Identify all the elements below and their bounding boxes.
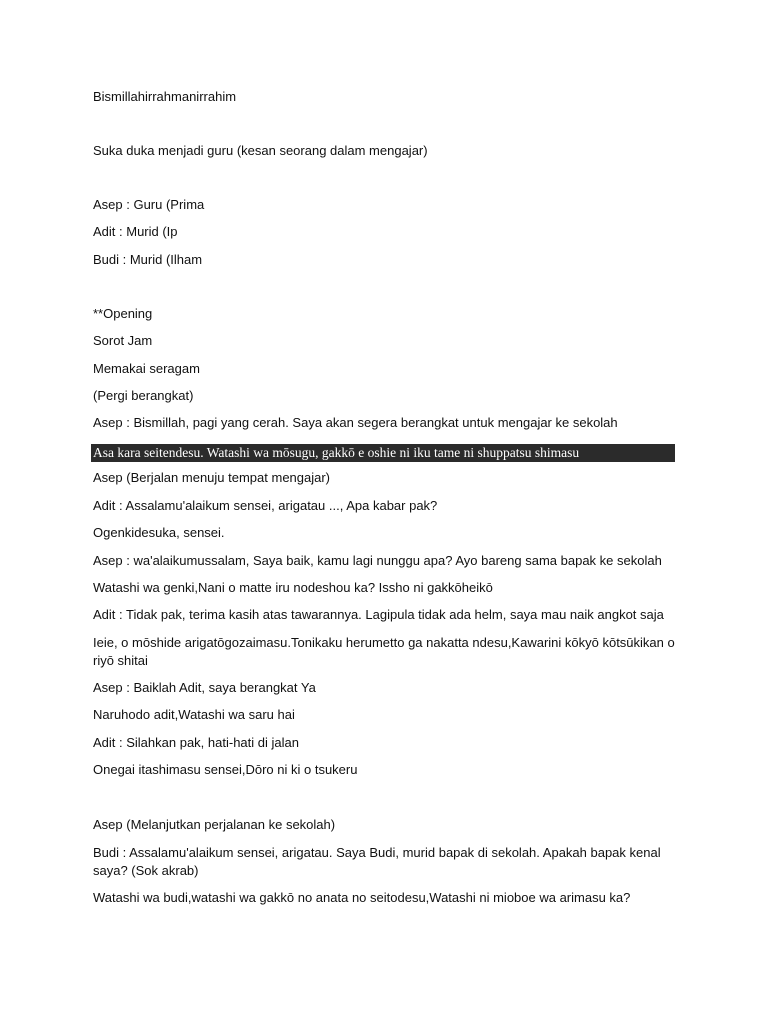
- stage-direction-line: Memakai seragam: [93, 361, 200, 376]
- section-heading-opening: **Opening: [93, 306, 153, 321]
- dialogue-line: Budi : Assalamu'alaikum sensei, arigatau. Saya Budi, murid bapak di sekolah. Apakah bapak kenal saya? (Sok akrab): [93, 845, 661, 878]
- dialogue-line: Asep : Bismillah, pagi yang cerah. Saya akan segera berangkat untuk mengajar ke sekolah: [93, 415, 618, 430]
- stage-direction-line: Asep (Melanjutkan perjalanan ke sekolah): [93, 817, 336, 832]
- opening-prayer-line: Bismillahirrahmanirrahim: [93, 89, 237, 104]
- cast-line-asep: Asep : Guru (Prima: [93, 197, 205, 212]
- dialogue-line: Asep : Baiklah Adit, saya berangkat Ya: [93, 680, 316, 695]
- dialogue-line: Adit : Silahkan pak, hati-hati di jalan: [93, 735, 299, 750]
- translation-line: Watashi wa budi,watashi wa gakkō no anata no seitodesu,Watashi ni mioboe wa arimasu ka?: [93, 890, 631, 905]
- document-title: Suka duka menjadi guru (kesan seorang dalam mengajar): [93, 143, 428, 158]
- cast-line-budi: Budi : Murid (Ilham: [93, 252, 203, 267]
- stage-direction-line: Asep (Berjalan menuju tempat mengajar): [93, 470, 331, 485]
- highlighted-translation-line: Asa kara seitendesu. Watashi wa mōsugu, gakkō e oshie ni iku tame ni shuppatsu shimasu: [91, 444, 675, 462]
- translation-line: Ogenkidesuka, sensei.: [93, 525, 225, 540]
- stage-direction-line: Sorot Jam: [93, 333, 153, 348]
- dialogue-line: Asep : wa'alaikumussalam, Saya baik, kamu lagi nunggu apa? Ayo bareng sama bapak ke sekolah: [93, 553, 662, 568]
- dialogue-line: Adit : Tidak pak, terima kasih atas tawarannya. Lagipula tidak ada helm, saya mau naik angkot saja: [93, 607, 664, 622]
- stage-direction-line: (Pergi berangkat): [93, 388, 194, 403]
- translation-line: Watashi wa genki,Nani o matte iru nodeshou ka? Issho ni gakkōheikō: [93, 580, 493, 595]
- translation-line: Ieie, o mōshide arigatōgozaimasu.Tonikaku herumetto ga nakatta ndesu,Kawarini kōkyō kōtsūkikan o riyō shitai: [93, 635, 675, 668]
- translation-line: Onegai itashimasu sensei,Dōro ni ki o tsukeru: [93, 762, 358, 777]
- cast-line-adit: Adit : Murid (Ip: [93, 224, 178, 239]
- dialogue-line: Adit : Assalamu'alaikum sensei, arigatau ..., Apa kabar pak?: [93, 498, 438, 513]
- translation-line: Naruhodo adit,Watashi wa saru hai: [93, 707, 295, 722]
